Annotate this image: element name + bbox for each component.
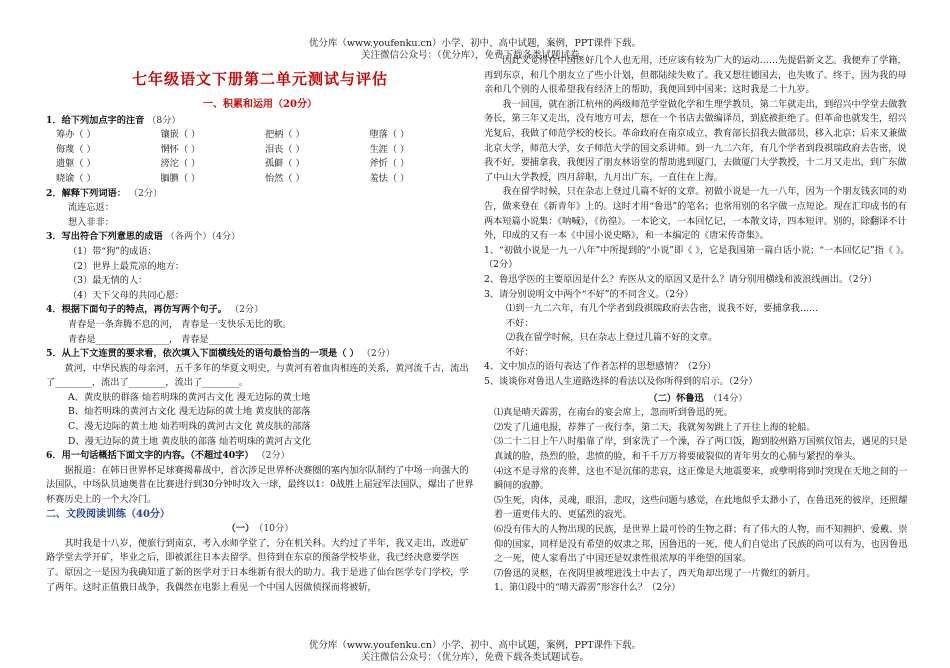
q1-label: 1．给下列加点字的注音 [46,114,145,126]
q4-heading [46,303,474,318]
q2-label: 2．解释下列词语： [46,187,126,199]
q5-label: 5．从上下文连贯的要求看，依次填入下面横线处的语句最恰当的一项是（ ） [46,348,359,360]
q1-item: 把柄（ ） [265,129,305,141]
q1-item: 侮蔑（ ） [56,143,96,155]
reading-1-subitem: 不好： [506,346,534,358]
q3-points: （各两个）（4分） [165,231,241,243]
q1-item: 堕落（ ） [369,129,410,141]
reading-1-head: （一） [226,523,250,535]
reading-1-paragraph-4: 我在留学时候，只在杂志上登过几篇不好的文章。初做小说是一九一八年，因为一个朋友钱玄同的劝告，做来登在《新青年》上的。这时才用“鲁迅”的笔名；也常用别的名字做一点短论。现在汇印成书的有两本短篇小说集：《呐喊》，《彷徨》。一本论文，一本回忆记，一本散文诗，四本短评。别的，除翻译不计外，印成的又有一本《中国小说史略》，和一本编定的《唐宋传奇集》。 [484,186,907,242]
q1-item: 滂沱（ ） [160,158,201,170]
q3-item: （2）世界上最荒凉的地方： [68,260,185,272]
reading-2-paragraph: ⑸生死，肉体，灵魂，眼泪，悲叹，这些问题与感觉，在此地似乎太渺小了，在鲁迅死的彼岸，还照耀着一道更伟大的、更猛烈的寂光。 [494,494,908,521]
q1-item: 腼腆（ ） [160,172,201,184]
section-1-heading: 一、积累和运用（20分） [203,99,317,110]
q2-points: （2分） [128,187,163,199]
reading-1-points: （10分） [258,523,294,535]
header-line-2: 关注微信公众号：（优分库），免费下载各类试题试卷。 [360,50,589,61]
reading-2-points: （14分） [712,392,748,404]
reading-2-paragraph: ⑴真是晴天霹雳，在南台的宴会席上，忽而听到鲁迅的死。 [494,407,733,419]
q3-item: （1）带“狗”的成语： [68,245,157,257]
q5-option: C、漫无边际的黄土地 灿若明珠的黄河古文化 黄皮肤的部落 [68,421,311,433]
reading-2-question-1: 1、第⑴段中的“晴天霹雳”形容什么？（2分） [494,582,681,594]
q1-heading [46,114,474,129]
reading-1-question: 1、“初做小说是一九一八年”中所提到的“小说”即《 》，它是我国第一篇白话小说；“一本回忆记”指《 》。（2分） [484,244,910,271]
reading-1-question: 2、鲁迅学医的主要原因是什么？弃医从文的原因又是什么？请分别用横线和波浪线画出。（2分） [484,273,877,285]
q5-option: D、漫无边际的黄土地 黄皮肤的部落 灿若明珠的黄河古文化 [68,435,311,447]
q3-heading [46,230,474,245]
section-2-heading: 二、文段阅读训练（40分） [46,508,170,520]
q5-passage: 黄河，中华民族的母亲河，五千多年的华夏文明史，与黄河有着血肉相连的关系，黄河流千古，流出了________，流出了________，流出了________。 [46,362,469,389]
reading-1-subitem: 不好： [506,317,534,329]
footer-line-2: 关注微信公众号：（优分库），免费下载各类试题试卷。 [360,652,589,663]
q1-item: 羞怯（ ） [369,172,410,184]
q3-item: （4）天下父母的共同心愿： [68,289,185,301]
q1-item: 斧忻（ ） [369,158,410,170]
q6-heading [46,449,474,464]
q6-label: 6．用一句话概括下面文字的内容。（不超过40字） [46,450,254,462]
reading-2-paragraph: ⑶二十二日上午八时船靠了岸，到家洗了一个澡，吞了两口饭，跑到胶州路万国殡仪馆去，遇见的只是真诚的脸，热烈的脸，悲愤的脸，和千千万万将要破裂似的青年男女的心肺与紧捏的拳头。 [494,436,908,463]
q1-item: 泪丧（ ） [265,143,305,155]
q5-option: B、灿若明珠的黄河古文化 漫无边际的黄土地 黄皮肤的部落 [68,406,311,418]
page-footer [0,640,950,664]
q6-passage: 据报道：在韩日世界杯足球赛揭幕战中，首次涉足世界杯决赛圈的塞内加尔队制约了中场一向强大的法国队，中场队员迪奥普在比赛进行到30分钟时攻入一球，最终以1：0战胜上届冠军法国队，爆出了世界杯赛历史上的一个大冷门。 [46,464,474,506]
q1-grid [46,128,474,186]
q5-points: （2分） [361,348,396,360]
reading-1-question: 3、请分别说明文中两个“不好”的不同含义。（2分） [484,288,694,300]
q2-item: 想入非非： [68,216,114,228]
exam-title: 七年级语文下册第二单元测试与评估 [131,70,388,88]
reading-1-paragraph-1: 其时我是十八岁，便旅行到南京，考入水师学堂了，分在机关科。大约过了半年，我又走出，改进矿路学堂去学开矿，毕业之后，即被派往日本去留学。但待到在东京的预备学校毕业，我已经决意要学医了。原因之一是因为我确知道了新的医学对于日本维新有很大的助力。我于是进了仙台医学专门学校，学了两年。这时正值俄日战争，我偶然在电影上看见一个中国人因做侦探而将被斩， [46,537,469,593]
left-column [46,56,474,595]
q2-heading [46,187,474,202]
reading-1-question-5: 5、谈谈你对鲁迅人生道路选择的看法以及你所得到的启示。（2分） [484,376,758,388]
q5-heading [46,347,474,362]
q1-item: 晓谕（ ） [56,172,96,184]
header-line-1: 优分库（www.youfenku.cn）小学、初中、高中试题，案例，PPT课件下载。 [308,38,642,49]
q1-points: （8分） [147,114,181,126]
q5-option: A、黄皮肤的群落 灿若明珠的黄河古文化 漫无边际的黄土地 [68,391,311,403]
q1-item: 生涯（ ） [369,143,410,155]
reading-1-question-4: 4、文中加点的语句表达了作者怎样的思想感情？（2分） [484,361,717,373]
q1-item: 镶嵌（ ） [160,129,201,141]
reading-2-heading [484,392,912,407]
reading-2-paragraph: ⑹没有伟大的人物出现的民族，是世界上最可怜的生物之群；有了伟大的人物，而不知拥护、爱戴、崇仰的国家，同样是没有希望的奴隶之邦，因鲁迅的一死，使人们自觉出了民族的尚可以有为，也因鲁迅之一死，使人家看出了中国还是奴隶性很浓厚的半绝望的国家。 [494,524,908,565]
q2-item: 流连忘返： [68,202,114,214]
q3-item: （3）最无情的人： [68,275,148,287]
q4-label: 4．根据下面句子的特点，再仿写两个句子。 [46,304,227,316]
q4-example: 青春是一条奔腾不息的河， 青春是一支快乐无比的歌。 [68,318,292,330]
reading-1-heading [46,522,474,537]
q1-item: 筹办（ ） [56,129,96,141]
q1-item: 孤僻（ ） [265,158,305,170]
q4-blank: 青春是________________， 青春是________________ [68,333,283,345]
q1-item: 惘怀（ ） [160,143,201,155]
reading-1-paragraph-3: 我一回国，就在浙江杭州的两级师范学堂做化学和生理学教员，第二年就走出，到绍兴中学堂去做教务长，第三年又走出，没有地方可去，想在一个书店去做编译员，到底被拒绝了。但革命也就发生，绍兴光复后，我做了师范学校的校长。革命政府在南京成立，教育部长招我去做部员，移入北京；后来又兼做北京大学，师范大学，女子师范大学的国文系讲师。到一九二六年，有几个学者到段祺瑞政府去告密，说我不好，要捕拿我，我便因了朋友林语堂的帮助逃到厦门，去做厦门大学教授，十二月又走出，到广东做了中山大学教授，四月辞职，九月出广东，一直住在上海。 [484,98,907,183]
reading-1-subitem: ⑴到一九二六年，有几个学者到段祺瑞政府去告密，说我不好，要捕拿我…… [506,303,819,315]
q4-points: （2分） [229,304,264,316]
reading-2-paragraph: ⑵发了几通电报，荐葬了一夜行李，第二天，我就匆匆跳上了开往上海的轮船。 [494,421,816,433]
reading-2-paragraph: ⑺鲁迅的灵柩，在夜阴里被埋进浅土中去了，西天角却出现了一片微红的新月。 [494,567,816,579]
reading-2-paragraph: ⑷这不是寻常的丧葬，这也不是沉郁的悲哀，这正像是大地震要来，或孽明将到时突现在天地之间的一瞬间的寂静。 [494,465,908,492]
reading-1-subitem: ⑵我在留学时候，只在杂志上登过几篇不好的文章。 [506,332,718,344]
reading-1-paragraph-2: 因此又觉得在中国医好几个人也无用，还应该有较为广大的运动……先提倡新文艺。我便弃了学籍，再到东京，和几个朋友立了些小计划，但都陆续失败了。我又想往德国去，也失败了。终于，因为我的母亲和几个别的人很希望我有经济上的帮助，我便回到中国来；这时我是二十九岁。 [484,55,907,96]
q1-item: 遗躯（ ） [56,158,96,170]
footer-line-1: 优分库（www.youfenku.cn）小学、初中、高中试题，案例，PPT课件下载。 [308,640,642,651]
q3-label: 3．写出符合下列意思的成语 [46,231,163,243]
right-column [484,54,912,596]
reading-2-head: （二）怀鲁迅 [648,392,704,404]
q1-item: 怡然（ ） [265,172,305,184]
q6-points: （2分） [256,450,290,462]
